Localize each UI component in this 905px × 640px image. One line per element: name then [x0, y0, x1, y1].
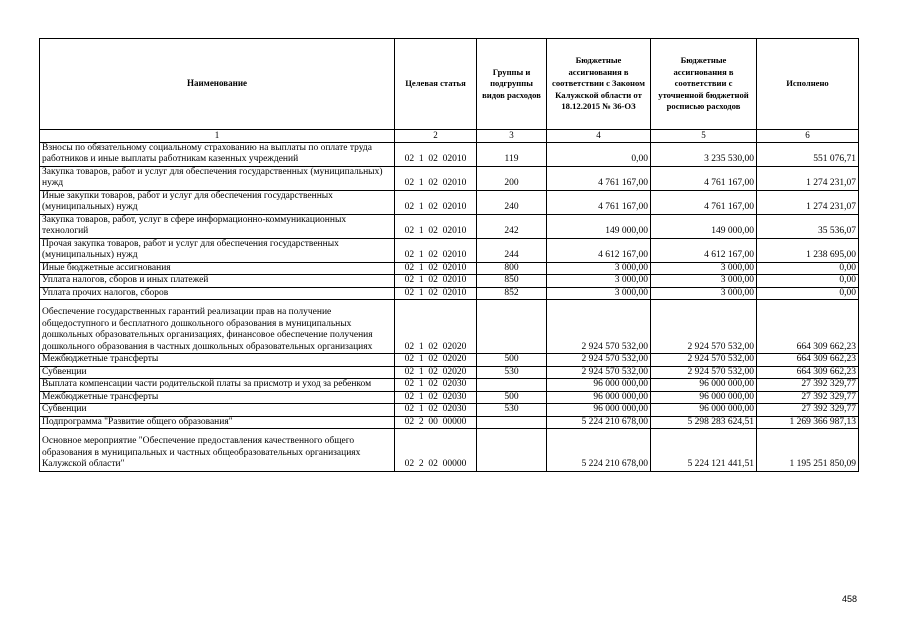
page-number: 458 [842, 594, 858, 604]
row-assign-law: 2 924 570 532,00 [547, 300, 651, 354]
table-row [40, 287, 859, 300]
row-executed: 664 309 662,23 [757, 354, 859, 367]
row-executed: 27 392 329,77 [757, 404, 859, 417]
row-group: 240 [477, 190, 547, 214]
row-assign-law: 3 000,00 [547, 275, 651, 288]
row-name: Субвенции [40, 404, 395, 417]
row-target-code: 02 1 02 02030 [395, 404, 477, 417]
row-executed: 27 392 329,77 [757, 391, 859, 404]
row-executed: 0,00 [757, 275, 859, 288]
row-target-code: 02 1 02 02010 [395, 142, 477, 166]
row-target-code: 02 1 02 02010 [395, 166, 477, 190]
header-assign-law: Бюджетные ассигнования в соответствии с Законом Калужской области от 18.12.2015 № 36-ОЗ [547, 39, 651, 130]
row-assign-law: 96 000 000,00 [547, 391, 651, 404]
column-number: 3 [477, 130, 547, 143]
row-assign-law: 149 000,00 [547, 214, 651, 238]
table-row [40, 142, 859, 166]
column-number: 6 [757, 130, 859, 143]
table-row [40, 238, 859, 262]
row-group: 800 [477, 262, 547, 275]
row-name: Прочая закупка товаров, работ и услуг для обеспечения государственных (муниципальных) нужд [40, 238, 395, 262]
row-name: Иные бюджетные ассигнования [40, 262, 395, 275]
row-group: 530 [477, 366, 547, 379]
row-group: 200 [477, 166, 547, 190]
row-executed: 1 274 231,07 [757, 166, 859, 190]
row-target-code: 02 1 02 02020 [395, 366, 477, 379]
row-group [477, 429, 547, 472]
row-assign-law: 2 924 570 532,00 [547, 354, 651, 367]
budget-table [39, 38, 859, 472]
row-executed: 1 269 366 987,13 [757, 416, 859, 429]
row-assign-law: 5 224 210 678,00 [547, 429, 651, 472]
row-assign-law: 2 924 570 532,00 [547, 366, 651, 379]
row-assign-refined: 4 761 167,00 [651, 190, 757, 214]
row-executed: 664 309 662,23 [757, 366, 859, 379]
row-name: Подпрограмма "Развитие общего образования" [40, 416, 395, 429]
row-executed: 35 536,07 [757, 214, 859, 238]
row-name: Уплата налогов, сборов и иных платежей [40, 275, 395, 288]
table-row [40, 391, 859, 404]
table-row [40, 214, 859, 238]
column-numbers-row [40, 130, 859, 143]
row-name: Межбюджетные трансферты [40, 391, 395, 404]
table-row [40, 262, 859, 275]
row-assign-refined: 3 235 530,00 [651, 142, 757, 166]
header-target: Целевая статья [395, 39, 477, 130]
row-target-code: 02 1 02 02010 [395, 190, 477, 214]
table-row [40, 190, 859, 214]
row-assign-refined: 4 761 167,00 [651, 166, 757, 190]
row-assign-refined: 5 298 283 624,51 [651, 416, 757, 429]
table-row [40, 166, 859, 190]
row-group: 852 [477, 287, 547, 300]
table-row [40, 354, 859, 367]
header-name: Наименование [40, 39, 395, 130]
row-name: Закупка товаров, работ и услуг для обеспечения государственных (муниципальных) нужд [40, 166, 395, 190]
row-target-code: 02 1 02 02010 [395, 275, 477, 288]
row-assign-refined: 96 000 000,00 [651, 404, 757, 417]
row-name: Основное мероприятие "Обеспечение предоставления качественного общего образования в муниципальных и частных общеобразовательных организациях Калужской области" [40, 429, 395, 472]
row-group: 242 [477, 214, 547, 238]
row-assign-refined: 4 612 167,00 [651, 238, 757, 262]
row-assign-law: 5 224 210 678,00 [547, 416, 651, 429]
row-assign-refined: 96 000 000,00 [651, 391, 757, 404]
row-group: 244 [477, 238, 547, 262]
row-assign-law: 4 761 167,00 [547, 190, 651, 214]
row-executed: 1 195 251 850,09 [757, 429, 859, 472]
header-groups: Группы и подгруппы видов расходов [477, 39, 547, 130]
row-name: Обеспечение государственных гарантий реализации прав на получение общедоступного и бесплатного дошкольного образования в муниципальных дошкольных образовательных организациях, финансовое обеспечение получения дошкольного образования в частных дошкольных образовательных организациях [40, 300, 395, 354]
row-executed: 664 309 662,23 [757, 300, 859, 354]
row-assign-law: 96 000 000,00 [547, 379, 651, 392]
row-assign-refined: 2 924 570 532,00 [651, 354, 757, 367]
row-name: Уплата прочих налогов, сборов [40, 287, 395, 300]
row-name: Закупка товаров, работ, услуг в сфере информационно-коммуникационных технологий [40, 214, 395, 238]
row-assign-law: 3 000,00 [547, 262, 651, 275]
column-number: 1 [40, 130, 395, 143]
row-group [477, 379, 547, 392]
row-name: Субвенции [40, 366, 395, 379]
column-number: 5 [651, 130, 757, 143]
row-executed: 1 274 231,07 [757, 190, 859, 214]
row-target-code: 02 1 02 02030 [395, 391, 477, 404]
row-assign-law: 3 000,00 [547, 287, 651, 300]
row-assign-refined: 5 224 121 441,51 [651, 429, 757, 472]
header-assign-refined: Бюджетные ассигнования в соответствии с уточненной бюджетной росписью расходов [651, 39, 757, 130]
table-row [40, 416, 859, 429]
row-target-code: 02 1 02 02020 [395, 300, 477, 354]
row-group: 500 [477, 354, 547, 367]
row-name: Межбюджетные трансферты [40, 354, 395, 367]
row-group: 500 [477, 391, 547, 404]
row-executed: 27 392 329,77 [757, 379, 859, 392]
row-assign-refined: 3 000,00 [651, 287, 757, 300]
row-assign-refined: 3 000,00 [651, 275, 757, 288]
row-assign-law: 4 761 167,00 [547, 166, 651, 190]
row-target-code: 02 1 02 02030 [395, 379, 477, 392]
row-assign-law: 4 612 167,00 [547, 238, 651, 262]
column-number: 2 [395, 130, 477, 143]
row-target-code: 02 1 02 02010 [395, 214, 477, 238]
row-name: Взносы по обязательному социальному страхованию на выплаты по оплате труда работников и иные выплаты работникам казенных учреждений [40, 142, 395, 166]
header-executed: Исполнено [757, 39, 859, 130]
table-row [40, 429, 859, 472]
row-name: Иные закупки товаров, работ и услуг для обеспечения государственных (муниципальных) нужд [40, 190, 395, 214]
row-assign-refined: 2 924 570 532,00 [651, 300, 757, 354]
row-group [477, 300, 547, 354]
row-group: 530 [477, 404, 547, 417]
table-row [40, 404, 859, 417]
row-group: 119 [477, 142, 547, 166]
row-target-code: 02 1 02 02020 [395, 354, 477, 367]
row-group [477, 416, 547, 429]
row-executed: 1 238 695,00 [757, 238, 859, 262]
row-assign-refined: 149 000,00 [651, 214, 757, 238]
header-row [40, 39, 859, 130]
table-row [40, 366, 859, 379]
column-number: 4 [547, 130, 651, 143]
row-target-code: 02 2 00 00000 [395, 416, 477, 429]
table-row [40, 300, 859, 354]
row-target-code: 02 1 02 02010 [395, 238, 477, 262]
row-target-code: 02 1 02 02010 [395, 262, 477, 275]
row-assign-law: 0,00 [547, 142, 651, 166]
table-row [40, 275, 859, 288]
row-executed: 0,00 [757, 287, 859, 300]
table-row [40, 379, 859, 392]
row-target-code: 02 2 02 00000 [395, 429, 477, 472]
row-assign-refined: 3 000,00 [651, 262, 757, 275]
row-group: 850 [477, 275, 547, 288]
row-name: Выплата компенсации части родительской платы за присмотр и уход за ребенком [40, 379, 395, 392]
row-assign-refined: 96 000 000,00 [651, 379, 757, 392]
row-assign-law: 96 000 000,00 [547, 404, 651, 417]
row-assign-refined: 2 924 570 532,00 [651, 366, 757, 379]
row-executed: 551 076,71 [757, 142, 859, 166]
row-executed: 0,00 [757, 262, 859, 275]
row-target-code: 02 1 02 02010 [395, 287, 477, 300]
document-page [39, 38, 858, 472]
